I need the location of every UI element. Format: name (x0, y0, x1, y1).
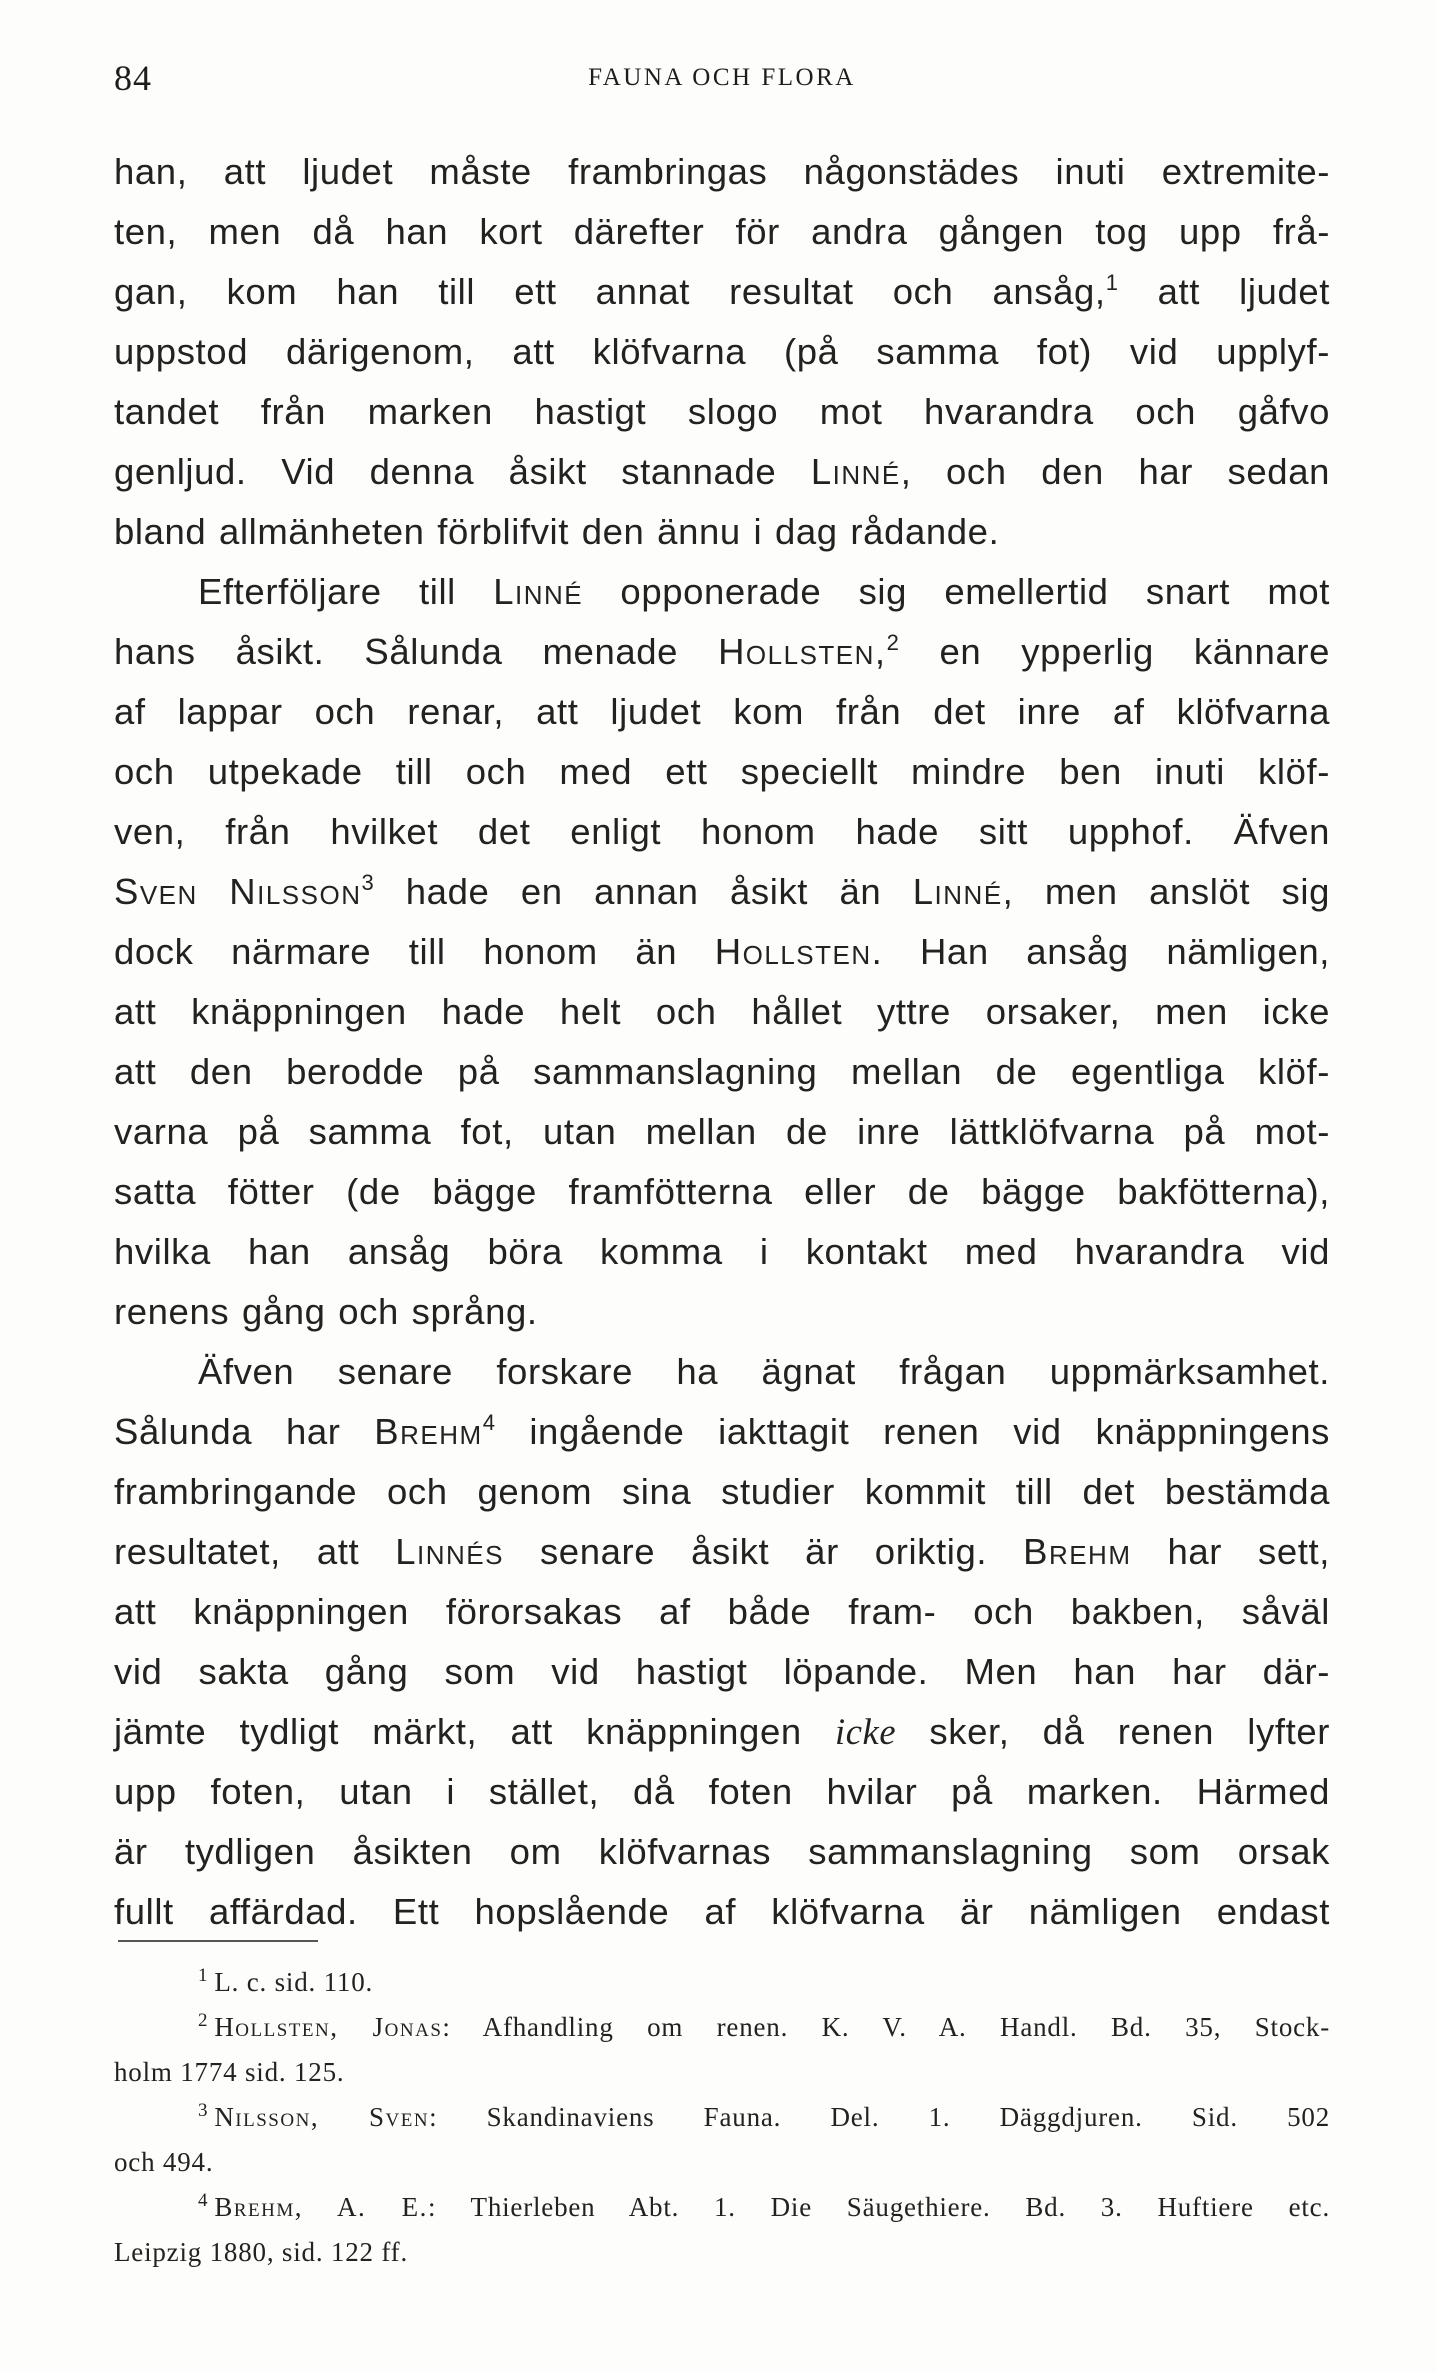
text-run: genljud. Vid denna åsikt stannade (114, 451, 777, 492)
text-line (114, 1522, 1330, 1582)
text-line: bland allmänheten förblifvit den ännu i dag rådande. (114, 511, 1000, 552)
footnote-mark: 2 (198, 2010, 209, 2031)
text-run: ingående iakttagit renen vid knäppningens (495, 1411, 1330, 1452)
footnote-text: : Skandinaviens Fauna. Del. 1. Däggdjuren. Sid. 502 (429, 2102, 1330, 2132)
text-line (114, 862, 1330, 922)
text-line: upp foten, utan i stället, då foten hvilar på marken. Härmed (114, 1771, 1330, 1812)
text-run: jämte tydligt märkt, att knäppningen (114, 1711, 802, 1752)
footnote-text: : Afhandling om renen. K. V. A. Handl. Bd. 35, Stock- (442, 2012, 1331, 2042)
text-run: , men anslöt sig (1002, 871, 1330, 912)
text-line: vid sakta gång som vid hastigt löpande. Men han har där- (114, 1651, 1330, 1692)
footnote-mark: 4 (198, 2190, 209, 2211)
author-name: Brehm (374, 1411, 483, 1452)
text-line: att knäppningen förorsakas af både fram- och bakben, såväl (114, 1591, 1330, 1632)
text-run: hans åsikt. Sålunda menade (114, 631, 679, 672)
footnote-ref: 4 (482, 1410, 496, 1435)
footnote-2 (114, 2005, 1330, 2050)
text-line: hvilka han ansåg böra komma i kontakt med hvarandra vid (114, 1231, 1330, 1272)
author-name: Hollsten, (718, 631, 887, 672)
footnote-mark: 1 (198, 1965, 209, 1986)
footnote-3 (114, 2095, 1330, 2140)
footnote-ref: 2 (886, 630, 900, 655)
text-line: han, att ljudet måste frambringas någonstädes inuti extremite- (114, 151, 1330, 192)
text-run: sker, då renen lyfter (896, 1711, 1330, 1752)
author-name: Brehm, A. E. (214, 2192, 428, 2222)
text-line: ven, från hvilket det enligt honom hade sitt upphof. Äfven (114, 811, 1330, 852)
text-line: att knäppningen hade helt och hållet yttre orsaker, men icke (114, 991, 1330, 1032)
running-title: FAUNA OCH FLORA (588, 64, 856, 91)
text-run: dock närmare till honom än (114, 931, 678, 972)
text-line: tandet från marken hastigt slogo mot hvarandra och gåfvo (114, 391, 1330, 432)
text-run: har sett, (1131, 1531, 1330, 1572)
text-line: och utpekade till och med ett speciellt mindre ben inuti klöf- (114, 751, 1330, 792)
text-run: en ypperlig kännare (899, 631, 1330, 672)
page-number: 84 (114, 58, 152, 98)
author-name: Nilsson (229, 871, 362, 912)
text-line (114, 562, 1330, 622)
footnote-text: L. c. sid. 110. (214, 1967, 374, 1997)
text-run: resultatet, att (114, 1531, 360, 1572)
text-line: renens gång och språng. (114, 1291, 538, 1332)
text-line: att den berodde på sammanslagning mellan de egentliga klöf- (114, 1051, 1330, 1092)
footnote-ref: 3 (361, 870, 375, 895)
author-name: Hollsten, Jonas (214, 2012, 443, 2042)
text-line (114, 622, 1330, 682)
text-run: Efterföljare till (198, 571, 456, 612)
text-line (114, 262, 1330, 322)
text-line (114, 1702, 1330, 1762)
text-run: Sålunda har (114, 1411, 341, 1452)
text-line: ten, men då han kort därefter för andra gången tog upp frå- (114, 211, 1330, 252)
footnote-3-cont: och 494. (114, 2147, 214, 2177)
text-line: är tydligen åsikten om klöfvarnas sammanslagning som orsak (114, 1831, 1330, 1872)
text-line: frambringande och genom sina studier kommit till det bestämda (114, 1471, 1330, 1512)
author-name: Nilsson, Sven (214, 2102, 430, 2132)
text-run: , och den har sedan (900, 451, 1330, 492)
footnote-text: : Thierleben Abt. 1. Die Säugethiere. Bd. 3. Huftiere etc. (427, 2192, 1330, 2222)
footnote-divider (118, 1940, 318, 1942)
text-run: opponerade sig emellertid snart mot (583, 571, 1330, 612)
footnote-4 (114, 2185, 1330, 2230)
text-run: hade en annan åsikt än (374, 871, 882, 912)
text-run: gan, kom han till ett annat resultat och ansåg, (114, 271, 1106, 312)
body-text (114, 142, 1330, 1942)
author-name: Sven (114, 871, 198, 912)
text-line: af lappar och renar, att ljudet kom från det inre af klöfvarna (114, 691, 1330, 732)
footnote-4-cont: Leipzig 1880, sid. 122 ff. (114, 2237, 409, 2267)
emphasis: icke (834, 1711, 897, 1752)
footnote-mark: 3 (198, 2100, 209, 2121)
footnotes (114, 1960, 1330, 2275)
author-name: Linné (810, 451, 901, 492)
author-name: Linnés (395, 1531, 504, 1572)
text-line (114, 442, 1330, 502)
footnote-ref: 1 (1105, 270, 1119, 295)
text-line (114, 922, 1330, 982)
text-line (114, 1402, 1330, 1462)
footnote-1 (114, 1960, 1330, 2005)
author-name: Brehm (1023, 1531, 1132, 1572)
text-line: uppstod därigenom, att klöfvarna (på samma fot) vid upplyf- (114, 331, 1330, 372)
running-head (114, 58, 1330, 98)
author-name: Linné (493, 571, 584, 612)
author-name: Linné (912, 871, 1003, 912)
footnote-2-cont: holm 1774 sid. 125. (114, 2057, 345, 2087)
text-line: Äfven senare forskare ha ägnat frågan uppmärksamhet. (198, 1351, 1330, 1392)
author-name: Hollsten (714, 931, 872, 972)
text-line: fullt affärdad. Ett hopslående af klöfvarna är nämligen endast (114, 1891, 1330, 1932)
text-line: satta fötter (de bägge framfötterna eller de bägge bakfötterna), (114, 1171, 1330, 1212)
text-line: varna på samma fot, utan mellan de inre lättklöfvarna på mot- (114, 1111, 1330, 1152)
text-run: att ljudet (1118, 271, 1330, 312)
text-run: . Han ansåg nämligen, (871, 931, 1330, 972)
text-run: senare åsikt är oriktig. (503, 1531, 988, 1572)
